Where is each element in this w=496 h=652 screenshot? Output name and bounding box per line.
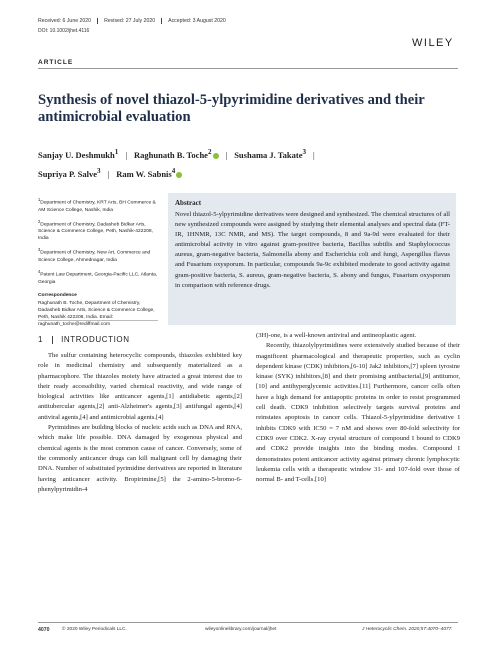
author-name[interactable]: Supriya P. Salve <box>38 168 97 179</box>
affiliation: $^4$Patent Law Department, Georgia-Pacific LLC, Atlanta, Georgia <box>38 268 158 285</box>
divider <box>38 622 458 623</box>
orcid-icon[interactable] <box>213 153 219 159</box>
copyright: © 2020 Wiley Periodicals LLC. <box>62 627 127 632</box>
abstract-text: Novel thiazol-5-ylpyrimidine derivatives were designed and synthesized. The chemical structures of all new synthesized compounds were assigned by studying their elemental analyses and spectral data (FT-IR, 1HNMR, 13C NMR, and MS). The target compounds, 8 and 9a-9d were evaluated for their antimicrobial activity in vitro against gram-positive bacteria, Bacillus subtilis and Staphylococcus aureus, gram-negative bacteria, Salmonella abony and Escherichia coli and fungi, Aspergillus flavus and Fusarium oxysporum. In particular, compounds 9a-9c exhibited moderate to good activity against gram-positive bacteria, S. aureus, gram-negative bacteria, S. abony and fungus, Fusarium oxysporum in comparison with reference drugs. <box>175 211 450 289</box>
paragraph: Pyrimidines are building blocks of nucleic acids such as DNA and RNA, which make life possible. DNA damaged by exogenous physical and chemical agents is the most common cause of cancer. Conversely, some of the commonly anticancer drugs can kill malignant cell by damaging their DNA. Number of substituted pyrimidine derivatives are reported in literature having anticancer activity. Bropirimine,[5] the 2-amino-5-bromo-6-phenylpyrimidin-4 <box>38 424 242 493</box>
section-label: ARTICLE <box>38 59 74 66</box>
correspondence-text: Raghunath B. Toche, Department of Chemistry, Dadasheb Bidkar Arts, Science & Commerce College, Peth, Nashik 422208, India. Email: raghunath_toche@rediffmail.com <box>38 300 155 327</box>
abstract-box <box>168 193 456 325</box>
body-column-right <box>256 331 460 485</box>
journal-url[interactable]: wileyonlinelibrary.com/journal/jhet <box>205 627 277 632</box>
affiliation: $^2$Department of Chemistry, Dadasheb Bidkar Arts, Science & Commerce College, Peth, Nashik-422208, India <box>38 218 153 242</box>
paragraph: Recently, thiazolylpyrimidines were extensively studied because of their magnificent pharmacological and therapeutic properties, such as cyclin dependent kinase (CDK) inhibitors,[6-10] Jak2 inhibitors,[7] spleen tyrosine kinase (SYK) inhibitors,[8] and their promising antibacterial,[9] antitumor,[10] and antihyperglycemic activities.[11] Furthermore, cancer cells often have a high demand for antiapoptic proteins in order to resist programmed cell death. CDK9 inhibition selectively targets survival proteins and reinstates apoptosis in cancer cells. Thiazol-5-ylpyrimidine derivative I inhibits CDK9 with IC50 = 7 nM and shows over 80-fold selectivity for CDK9 over CDK2. X-ray crystal structure of compound I bound to CDK9 and CDK2 provide insights into the binding modes. Compound I demonstrates potent anticancer activity against primary chronic lymphocytic leukemia cells with a therapeutic window 31- and 107-fold over those of normal B- and T-cells.[10] <box>256 342 460 484</box>
citation: J Heterocyclic Chem. 2020;57:4070–4077. <box>362 627 453 632</box>
author-line-2: Supriya P. Salve$^3$ | Ram W. Sabnis$^4$ <box>38 163 458 182</box>
affiliations <box>38 196 158 332</box>
divider <box>38 320 158 321</box>
article-title: Synthesis of novel thiazol-5-ylpyrimidine derivatives and their antimicrobial evaluation <box>38 92 425 125</box>
affiliation: $^3$Department of Chemistry, New Art, Commerce and Science College, Ahmednagar, India <box>38 247 151 263</box>
article-history <box>38 18 458 24</box>
affiliation: $^1$Department of Chemistry, KRT Arts, BH Commerce & AM Science College, Nashik, India <box>38 197 156 213</box>
orcid-icon[interactable] <box>176 172 182 178</box>
received-date: Received: 6 June 2020 <box>38 18 92 25</box>
author-name[interactable]: Sushama J. Takate <box>234 149 303 160</box>
doi[interactable]: DOI: 10.1002/jhet.4116 <box>38 28 90 34</box>
author-name[interactable]: Sanjay U. Deshmukh <box>38 149 115 160</box>
abstract-heading: Abstract <box>175 199 202 207</box>
author-name[interactable]: Raghunath B. Toche <box>134 149 208 160</box>
author-line-1: Sanjay U. Deshmukh$^1$ | Raghunath B. Toche$^2$ | Sushama J. Takate$^3$ | <box>38 148 315 160</box>
page-number: 4070 <box>38 627 50 633</box>
paragraph: The sulfur containing heterocyclic compounds, thiazoles exhibited key role in medicinal chemistry and subsequently materialized as a pharmacophore. The thiazoles moiety have attracted a great interest due to their ready accessibility, varied chemical reactivity, and wide range of biological activities like anticancer agents,[1] antidiabetic agents,[2] antitubercular agents,[2] anti-Alzheimer's agents,[3] antifungal agents,[4] antiviral agents,[4] and antimicrobial agents.[4] <box>38 352 242 421</box>
divider <box>38 68 458 69</box>
author-list <box>38 144 458 182</box>
body-column-left <box>38 351 242 495</box>
accepted-date: Accepted: 3 August 2020 <box>168 18 226 25</box>
correspondence-heading: Correspondence <box>38 292 77 298</box>
revised-date: Revised: 27 July 2020 <box>104 18 156 25</box>
author-name[interactable]: Ram W. Sabnis <box>116 168 172 179</box>
paragraph: (3H)-one, is a well-known antiviral and antineoplastic agent. <box>256 332 417 339</box>
section-heading: 1 INTRODUCTION <box>38 335 130 344</box>
publisher-logo: WILEY <box>412 37 454 49</box>
